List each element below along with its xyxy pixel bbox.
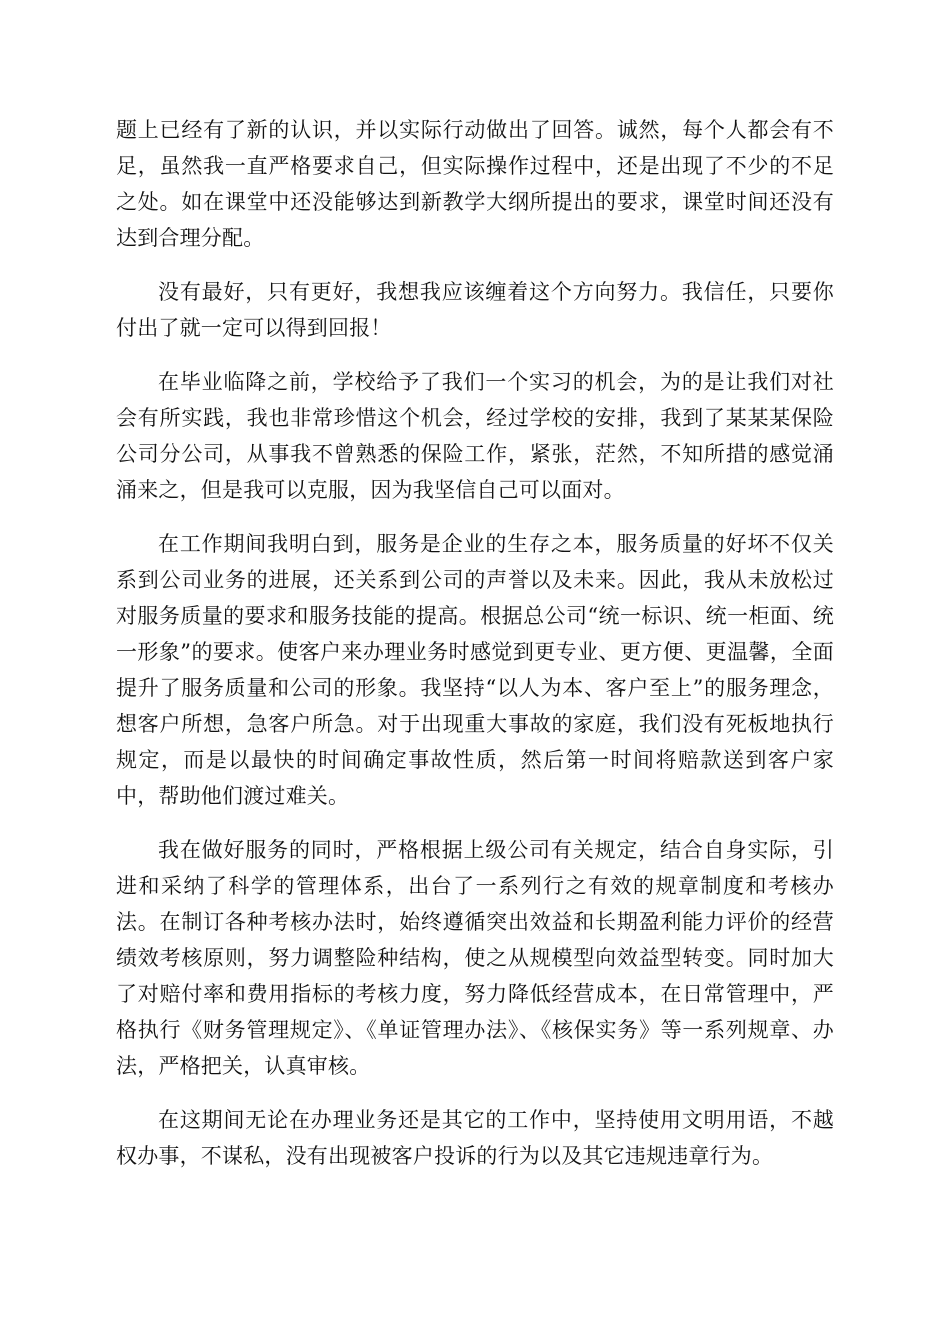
paragraph-4: 在工作期间我明白到，服务是企业的生存之本，服务质量的好坏不仅关系到公司业务的进展，还关系到公司的声誉以及未来。因此，我从未放松过对服务质量的要求和服务技能的提高。根据总公司“统一标识、统一柜面、统一形象”的要求。使客户来办理业务时感觉到更专业、更方便、更温馨，全面提升了服务质量和公司的形象。我坚持“以人为本、客户至上”的服务理念，想客户所想，急客户所急。对于出现重大事故的家庭，我们没有死板地执行规定，而是以最快的时间确定事故性质，然后第一时间将赔款送到客户家中，帮助他们渡过难关。 [116, 532, 834, 808]
paragraph-5: 我在做好服务的同时，严格根据上级公司有关规定，结合自身实际，引进和采纳了科学的管理体系，出台了一系列行之有效的规章制度和考核办法。在制订各种考核办法时，始终遵循突出效益和长期盈利能力评价的经营绩效考核原则，努力调整险种结构，使之从规模型向效益型转变。同时加大了对赔付率和费用指标的考核力度，努力降低经营成本，在日常管理中，严格执行《财务管理规定》、《单证管理办法》、《核保实务》等一系列规章、办法，严格把关，认真审核。 [116, 838, 834, 1078]
paragraph-2: 没有最好，只有更好，我想我应该缠着这个方向努力。我信任，只要你付出了就一定可以得到回报！ [116, 280, 834, 340]
paragraph-3: 在毕业临降之前，学校给予了我们一个实习的机会，为的是让我们对社会有所实践，我也非常珍惜这个机会，经过学校的安排，我到了某某某保险公司分公司，从事我不曾熟悉的保险工作，紧张，茫然，不知所措的感觉涌涌来之，但是我可以克服，因为我坚信自己可以面对。 [116, 370, 834, 502]
paragraph-6: 在这期间无论在办理业务还是其它的工作中，坚持使用文明用语，不越权办事，不谋私，没有出现被客户投诉的行为以及其它违规违章行为。 [116, 1108, 834, 1168]
paragraph-1: 题上已经有了新的认识，并以实际行动做出了回答。诚然，每个人都会有不足，虽然我一直严格要求自己，但实际操作过程中，还是出现了不少的不足之处。如在课堂中还没能够达到新教学大纲所提出的要求，课堂时间还没有达到合理分配。 [116, 118, 834, 250]
